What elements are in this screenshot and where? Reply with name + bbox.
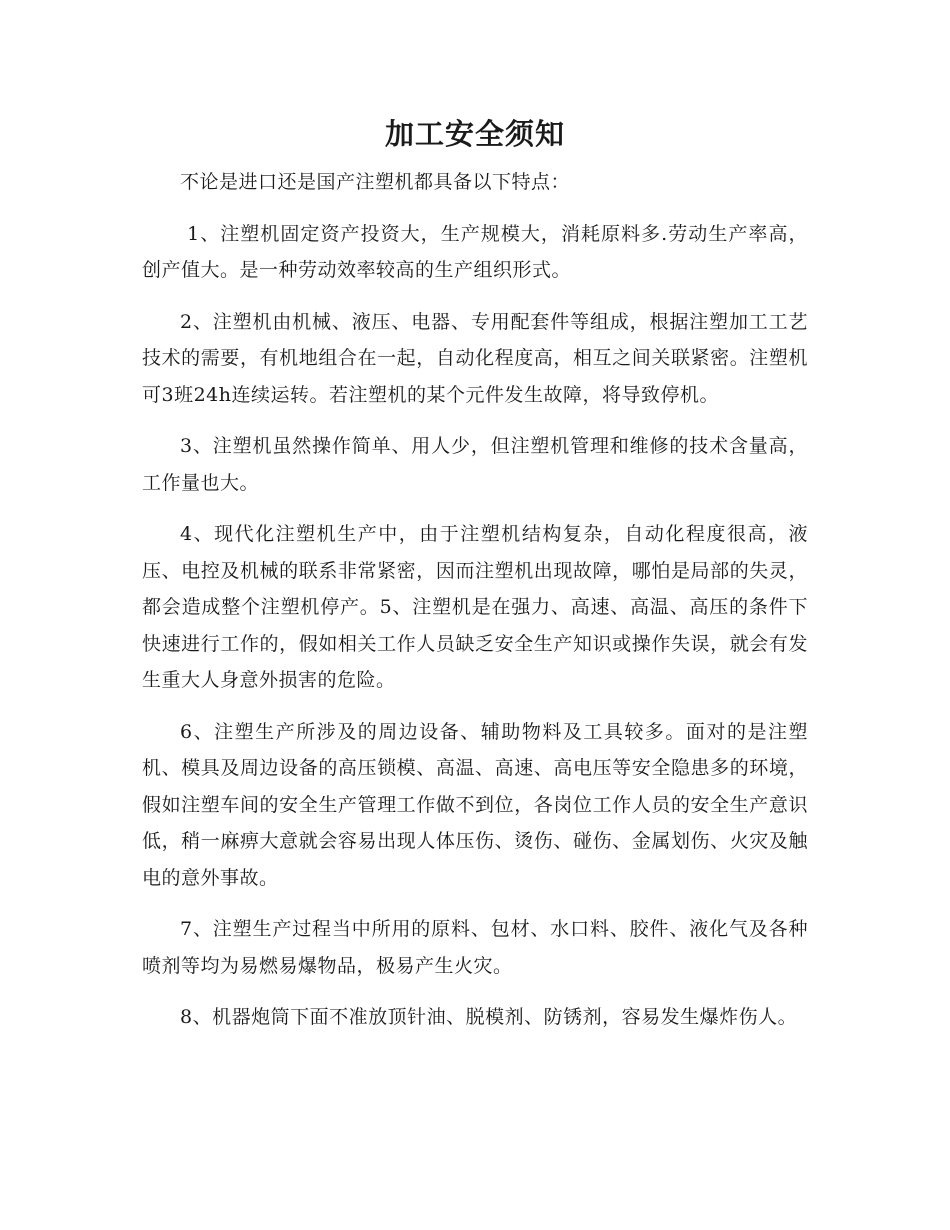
paragraph-item-8: 8、机器炮筒下面不准放顶针油、脱模剂、防锈剂，容易发生爆炸伤人。 xyxy=(180,1006,798,1028)
paragraph-item-1: 1、注塑机固定资产投资大，生产规模大，消耗原料多.劳动生产率高，创产值大。是一种劳动效率较高的生产组织形式。 xyxy=(142,222,808,281)
document-title: 加工安全须知 xyxy=(384,117,565,151)
paragraph-item-6: 6、注塑生产所涉及的周边设备、辅助物料及工具较多。面对的是注塑机、模具及周边设备的高压锁模、高温、高速、高电压等安全隐患多的环境，假如注塑车间的安全生产管理工作做不到位，各岗位工作人员的安全生产意识低，稍一麻痹大意就会容易出现人体压伤、烫伤、碰伤、金属划伤、火灾及触电的意外事故。 xyxy=(142,720,808,889)
paragraph-item-2: 2、注塑机由机械、液压、电器、专用配套件等组成，根据注塑加工工艺技术的需要，有机地组合在一起，自动化程度高，相互之间关联紧密。注塑机可3班24h连续运转。若注塑机的某个元件发生故障，将导致停机。 xyxy=(142,310,808,406)
document-body xyxy=(142,114,808,1036)
intro-paragraph: 不论是进口还是国产注塑机都具备以下特点： xyxy=(180,171,571,193)
paragraph-item-3: 3、注塑机虽然操作简单、用人少，但注塑机管理和维修的技术含量高，工作量也大。 xyxy=(142,435,808,494)
paragraph-item-7: 7、注塑生产过程当中所用的原料、包材、水口料、胶件、液化气及各种喷剂等均为易燃易爆物品，极易产生火灾。 xyxy=(142,918,808,977)
paragraph-item-4-5: 4、现代化注塑机生产中，由于注塑机结构复杂，自动化程度很高，液压、电控及机械的联系非常紧密，因而注塑机出现故障，哪怕是局部的失灵，都会造成整个注塑机停产。5、注塑机是在强力、高速、高温、高压的条件下快速进行工作的，假如相关工作人员缺乏安全生产知识或操作失误，就会有发生重大人身意外损害的危险。 xyxy=(142,523,808,691)
